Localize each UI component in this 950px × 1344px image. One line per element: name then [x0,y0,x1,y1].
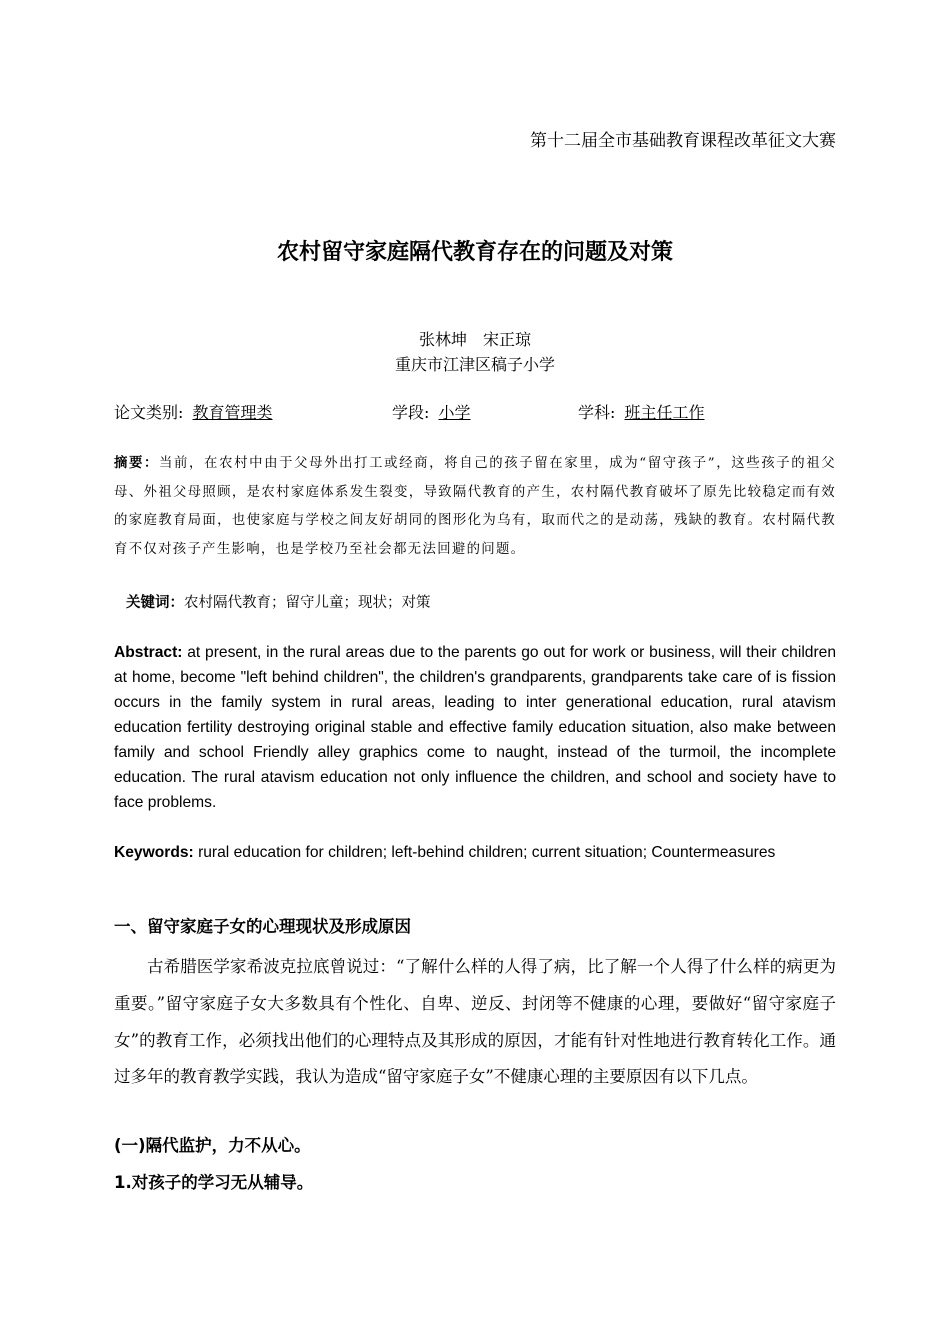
meta-stage-label: 学段: [392,403,430,422]
abstract-en-label: Abstract: [114,644,183,661]
paper-school: 重庆市江津区稿子小学 [394,355,555,374]
item-heading: 1.对孩子的学习无从辅导。 [114,1173,314,1192]
keywords-zh-label: 关键词： [126,595,184,611]
meta-category-value: 教育管理类 [192,403,273,422]
meta-category [114,400,273,423]
abstract-zh-text: 当前，在农村中由于父母外出打工或经商，将自己的孩子留在家里，成为“留守孩子”，这些孩子的祖父母、外祖父母照顾，是农村家庭体系发生裂变，导致隔代教育的产生，农村隔代教育破坏了原先比较稳定而有效的家庭教育局面，也使家庭与学校之间友好胡同的图形化为乌有，取而代之的是动荡，残缺的教育。农村隔代教育不仅对孩子产生影响，也是学校乃至社会都无法回避的问题。 [114,456,836,557]
meta-subject [578,400,705,423]
meta-subject-value: 班主任工作 [624,403,705,422]
abstract-zh [114,450,836,564]
keywords-en [114,840,836,865]
abstract-en-text: at present, in the rural areas due to the parents go out for work or business, will their children at home, become "left behind children", the children's grandparents, grandparents take care of is fission occurs in the family system in rural areas, leading to inter generational education, rural atavism education fertility destroying original stable and effective family education situation, also make between family and school Friendly alley graphics come to naught, instead of the turmoil, the incomplete education. The rural atavism education not only influence the children, and school and society have to face problems. [114,644,836,811]
section-paragraph: 古希腊医学家希波克拉底曾说过：“了解什么样的人得了病，比了解一个人得了什么样的病更为重要。”留守家庭子女大多数具有个性化、自卑、逆反、封闭等不健康的心理，要做好“留守家庭子女”的教育工作，必须找出他们的心理特点及其形成的原因，才能有针对性地进行教育转化工作。通过多年的教育教学实践，我认为造成“留守家庭子女”不健康心理的主要原因有以下几点。 [114,957,836,1087]
keywords-en-text: rural education for children; left-behind children; current situation; Countermeasures [193,844,776,861]
paper-title: 农村留守家庭隔代教育存在的问题及对策 [276,240,673,265]
section-heading: 一、留守家庭子女的心理现状及形成原因 [114,917,411,936]
keywords-zh [126,592,431,614]
contest-header: 第十二届全市基础教育课程改革征文大赛 [530,131,836,151]
keywords-zh-text: 农村隔代教育；留守儿童；现状；对策 [184,595,431,611]
abstract-en [114,640,836,815]
paper-authors: 张林坤 宋正琼 [418,330,531,349]
meta-stage [392,400,471,423]
meta-stage-value: 小学 [438,403,471,422]
meta-subject-label: 学科: [578,403,616,422]
abstract-zh-label: 摘要： [114,456,160,471]
meta-category-label: 论文类别: [114,403,184,422]
sub-heading: (一)隔代监护，力不从心。 [114,1136,311,1155]
keywords-en-label: Keywords: [114,844,194,861]
